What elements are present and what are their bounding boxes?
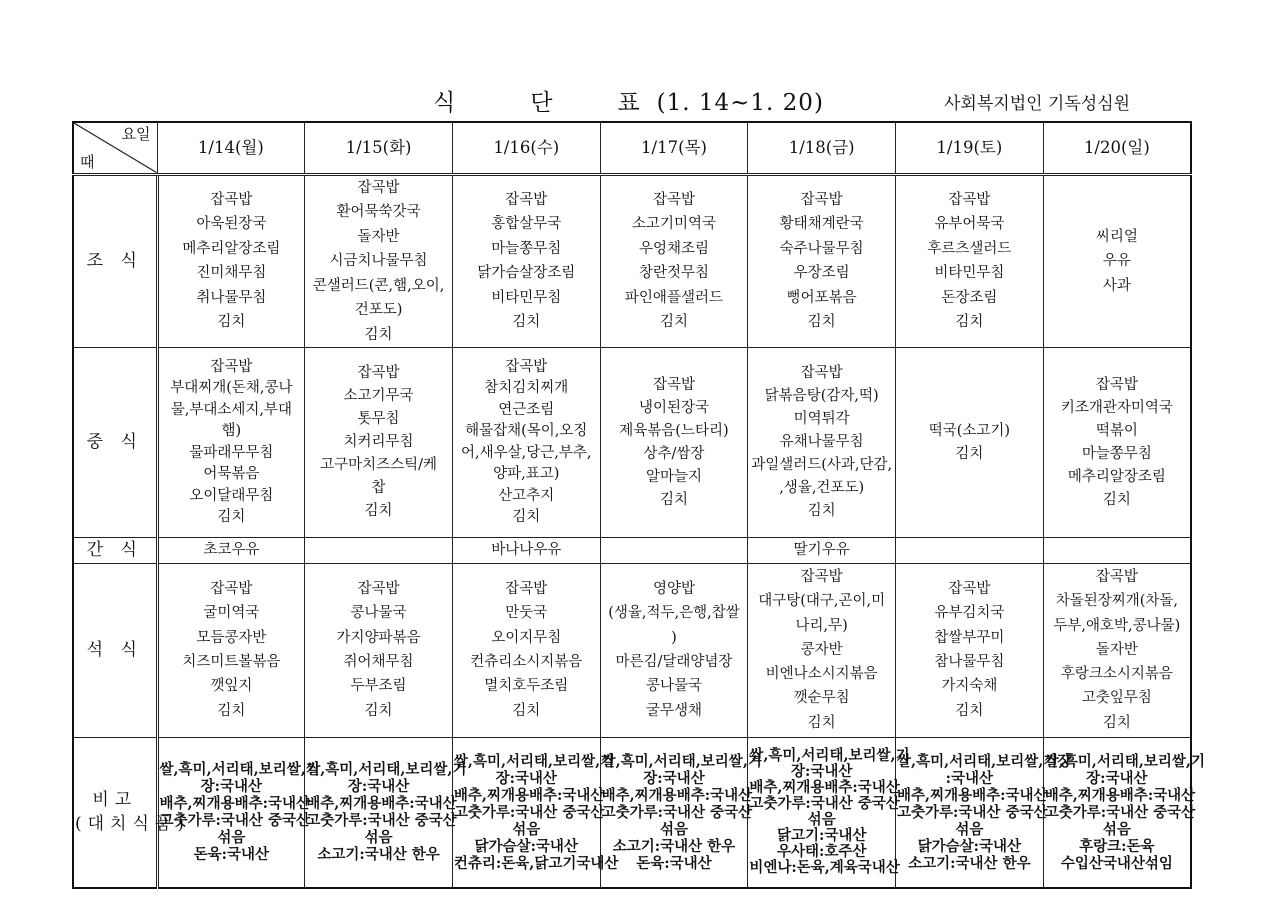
menu-item: 참나물무침 (934, 654, 1005, 670)
notes-cell (896, 737, 1072, 888)
menu-item: 가지숙채 (941, 678, 998, 695)
menu-item: 돈장조림 (941, 289, 998, 306)
menu-item: 컨츄리:돈육,닭고기국내산 (453, 854, 619, 872)
menu-item: 영양밥 (652, 581, 695, 598)
menu-item: 모듬콩자반 (196, 629, 267, 646)
menu-item: 후르츠샐러드 (927, 240, 1012, 257)
menu-item: 잡곡밥 (357, 581, 400, 598)
menu-item: 유채나물무침 (779, 434, 864, 450)
menu-item: 쌀,흑미,서리태,보리쌀,기 (159, 761, 320, 779)
menu-item: 찹쌀부꾸미 (934, 629, 1005, 646)
snack-cell (1043, 538, 1191, 564)
snack-cell (600, 538, 748, 564)
menu-item: 숙주나물무침 (779, 240, 864, 257)
menu-item: (생율,적두,은행,찹쌀 (608, 605, 740, 622)
menu-item: 아욱된장국 (196, 216, 267, 233)
menu-item: 소고기:국내산 한우 (612, 837, 736, 855)
notes-cell (157, 737, 320, 888)
snack-cell (896, 538, 1044, 564)
menu-item: 부대찌개(돈채,콩나 (170, 380, 293, 396)
notes-label-line1: 비고 (92, 789, 138, 810)
dinner-row (73, 563, 1191, 737)
menu-item: 나리,무) (795, 617, 848, 634)
weekly-menu-table (72, 121, 1205, 889)
menu-item: 콩자반 (800, 641, 843, 658)
menu-item: 해물잡채(목이,오징 (465, 423, 588, 439)
menu-item: 쌀,흑미,서리태,보리쌀,기 (453, 752, 615, 770)
menu-item: ) (671, 629, 677, 646)
snack-cell: 바나나우유 (452, 538, 600, 564)
menu-item: 김치 (659, 314, 688, 331)
breakfast-cell (305, 174, 453, 348)
day-header: 1/15(화) (305, 122, 453, 174)
menu-item: 만둣국 (505, 605, 548, 622)
menu-item: 고춧가루:국내산 중국산 (1044, 803, 1196, 821)
notes-label-line2: (대치식품) (75, 814, 190, 835)
menu-item: 제육볶음(느타리) (619, 422, 729, 439)
menu-item: 김치 (807, 503, 836, 519)
menu-item: 쌀,흑미,서리태,보리쌀,기 (306, 761, 467, 779)
menu-item: 잡곡밥 (1095, 568, 1138, 585)
menu-item: 김치 (955, 702, 984, 719)
menu-item: 진미채무침 (196, 265, 267, 282)
menu-item: 콩나물국 (645, 678, 702, 695)
menu-item: 가지양파볶음 (336, 629, 421, 646)
menu-item: 콩나물국 (350, 605, 407, 622)
menu-item: 장:국내산 (643, 769, 705, 787)
menu-item: 잡곡밥 (210, 191, 253, 208)
menu-item: 참치김치찌개 (484, 380, 569, 396)
lunch-row (73, 348, 1191, 538)
menu-item: 우유 (1102, 253, 1131, 269)
dinner-cell (1043, 563, 1191, 737)
menu-item: 유부어묵국 (934, 216, 1005, 233)
snack-label: 간 식 (73, 538, 157, 564)
menu-item: 마늘쫑무침 (491, 240, 562, 257)
menu-item: 홍합살무국 (491, 216, 562, 233)
title-char-2: 단 (530, 90, 554, 116)
menu-item: 장:국내산 (347, 778, 410, 796)
menu-item: 배추,찌개용배추:국내산 (897, 786, 1048, 804)
menu-item: 장:국내산 (790, 763, 853, 781)
menu-item: 물,부대소세지,부대 (170, 401, 292, 418)
menu-item: 배추,찌개용배추:국내산 (159, 795, 310, 813)
menu-item: 김치 (659, 491, 688, 508)
menu-item: 양파,표고) (493, 466, 560, 482)
menu-item: 장:국내산 (1086, 769, 1148, 787)
menu-item: 잡곡밥 (505, 358, 548, 375)
menu-item: 소고기:국내산 한우 (908, 854, 1031, 872)
menu-item: 잡곡밥 (948, 191, 991, 208)
menu-item: 고춧가루:국내산 중국산 (897, 803, 1048, 821)
menu-item: 김치 (364, 503, 393, 519)
menu-item: 마늘쫑무침 (1081, 445, 1152, 462)
header-row (73, 122, 1191, 174)
lunch-cell (600, 348, 748, 538)
menu-item: 사과 (1102, 277, 1131, 294)
menu-item: 두부,애호박,콩나물) (1053, 617, 1181, 634)
menu-item: 차돌된장찌개(차돌, (1055, 593, 1179, 610)
menu-item: 잡곡밥 (800, 568, 843, 585)
menu-item: 김치 (364, 702, 393, 719)
breakfast-cell (600, 174, 748, 348)
menu-item: 뻥어포볶음 (786, 289, 857, 306)
menu-item: 장:국내산 (495, 769, 557, 787)
breakfast-cell (1043, 174, 1191, 348)
menu-item: 떡국(소고기) (928, 422, 1011, 439)
menu-item: 비타민무침 (934, 265, 1005, 282)
notes-cell (305, 737, 467, 888)
menu-item: 우장조림 (793, 265, 850, 282)
menu-item: 배추,찌개용배추:국내산 (1044, 786, 1196, 804)
lunch-cell (896, 348, 1044, 538)
menu-item: 씨리얼 (1095, 228, 1138, 245)
lunch-cell (452, 348, 600, 538)
snack-cell (305, 538, 453, 564)
menu-item: 파인애플샐러드 (624, 289, 723, 306)
organization-name: 사회복지법인 기독성심원 (944, 94, 1131, 114)
menu-item: 닭고기:국내산 (776, 827, 867, 845)
breakfast-cell (748, 174, 896, 348)
menu-item: :국내산 (945, 769, 994, 787)
notes-label (73, 737, 190, 888)
menu-item: 치커리무침 (343, 434, 414, 450)
menu-item: 섞음 (364, 829, 393, 847)
menu-item: 비타민무침 (491, 289, 562, 306)
menu-item: 우사태:호주산 (776, 843, 867, 861)
notes-cell (600, 737, 762, 888)
menu-item: 찹 (371, 480, 386, 496)
menu-item: 고춧가루:국내산 중국산 (159, 812, 310, 830)
menu-item: 김치 (1102, 491, 1131, 508)
menu-item: 오이지무침 (491, 629, 562, 646)
menu-item: ,생율,건포도) (779, 480, 865, 496)
menu-item: 시금치나물무침 (329, 253, 428, 269)
menu-item: 김치 (512, 509, 541, 525)
menu-item: 잡곡밥 (948, 581, 991, 598)
day-header: 1/16(수) (452, 122, 600, 174)
dinner-label: 석 식 (73, 563, 157, 737)
menu-item: 건포도) (354, 302, 403, 318)
menu-item: 김치 (217, 702, 246, 719)
snack-cell: 초코우유 (157, 538, 305, 564)
menu-item: 쥐어채무침 (343, 654, 414, 670)
menu-item: 김치 (512, 702, 541, 719)
menu-item: 고춧가루:국내산 중국산 (453, 803, 605, 821)
dinner-cell (896, 563, 1044, 737)
menu-item: 멸치호두조림 (484, 678, 569, 695)
menu-item: 돈육:국내산 (636, 854, 712, 872)
menu-item: 소고기:국내산 한우 (317, 846, 440, 864)
dinner-cell (452, 563, 600, 737)
menu-item: 미역튀각 (793, 411, 850, 427)
menu-item: 김치 (807, 714, 836, 731)
day-header: 1/17(목) (600, 122, 748, 174)
menu-item: 섞음 (955, 820, 984, 838)
dinner-cell (305, 563, 453, 737)
menu-item: 햄) (221, 423, 242, 439)
dinner-cell (600, 563, 748, 737)
menu-item: 돌자반 (1095, 641, 1138, 658)
menu-item: 황태채계란국 (779, 216, 864, 233)
menu-item: 닭볶음탕(감자,떡) (764, 388, 879, 404)
breakfast-label: 조 식 (73, 174, 157, 348)
day-header: 1/14(월) (157, 122, 305, 174)
menu-item: 환어묵쑥갓국 (336, 204, 421, 220)
lunch-cell (748, 348, 896, 538)
menu-item: 잡곡밥 (505, 191, 548, 208)
menu-item: 유부김치국 (934, 605, 1005, 622)
lunch-cell (157, 348, 305, 538)
menu-item: 돈육:국내산 (193, 846, 270, 864)
notes-cell (452, 737, 619, 888)
menu-item: 취나물무침 (196, 289, 267, 306)
notes-cell (1043, 737, 1205, 888)
menu-item: 대구탕(대구,곤이,미 (758, 593, 886, 610)
day-header: 1/18(금) (748, 122, 896, 174)
menu-item: 쌀,흑미,서리태,보리쌀,기 (1044, 752, 1205, 770)
menu-item: 잡곡밥 (357, 365, 400, 381)
menu-item: 상추/쌈장 (643, 445, 705, 462)
menu-item: 닭가슴살장조림 (477, 265, 576, 282)
menu-item: 잡곡밥 (800, 365, 843, 381)
menu-item: 김치 (217, 509, 246, 525)
dinner-cell (748, 563, 896, 737)
menu-item: 장:국내산 (200, 778, 263, 796)
menu-item: 후랑크:돈육 (1079, 837, 1155, 855)
lunch-label: 중 식 (73, 348, 157, 538)
menu-item: 잡곡밥 (1095, 376, 1138, 393)
menu-item: 김치 (955, 445, 984, 462)
title-char-3: 표 (617, 90, 641, 116)
menu-item: 깻잎지 (210, 678, 253, 695)
menu-item: 고춧가루:국내산 중국산 (601, 803, 753, 821)
menu-item: 톳무침 (357, 411, 400, 427)
menu-item: 잡곡밥 (800, 191, 843, 208)
menu-item: 김치 (807, 314, 836, 331)
menu-item: 우엉채조림 (638, 240, 709, 257)
menu-item: 쌀,흑미,서리태,보리쌀,기 (601, 752, 762, 770)
menu-item: 후랑크소시지볶음 (1060, 666, 1173, 683)
menu-item: 김치 (364, 326, 393, 343)
lunch-cell (1043, 348, 1191, 538)
menu-item: 알마늘지 (645, 468, 702, 485)
corner-cell (73, 122, 157, 174)
menu-item: 과일샐러드(사과,단감, (751, 457, 893, 473)
menu-item: 고구마치즈스틱/케 (320, 457, 438, 473)
menu-item: 잡곡밥 (357, 179, 400, 196)
menu-item: 연근조림 (498, 401, 555, 418)
menu-item: 메추리알장조림 (1067, 468, 1166, 485)
menu-item: 마른김/달래양념장 (615, 654, 733, 670)
menu-item: 깻순무침 (793, 690, 850, 707)
menu-item: 콘샐러드(콘,햄,오이, (312, 277, 445, 294)
notes-cell (748, 737, 910, 888)
menu-item: 섞음 (217, 829, 246, 847)
menu-item: 쌀,흑미,서리태,보리쌀,기 (749, 747, 910, 765)
corner-day-label: 요일 (121, 125, 151, 143)
menu-item: 비엔나소시지볶음 (765, 666, 878, 683)
menu-item: 굴무생채 (645, 702, 702, 719)
menu-title (433, 84, 824, 117)
breakfast-cell (452, 174, 600, 348)
menu-item: 비엔나:돈육,계육국내산 (749, 859, 900, 877)
menu-item: 배추,찌개용배추:국내산 (453, 786, 605, 804)
menu-item: 잡곡밥 (652, 191, 695, 208)
menu-item: 치즈미트볼볶음 (182, 654, 281, 670)
menu-item: 물파래무무침 (189, 444, 274, 461)
menu-item: 산고추지 (498, 487, 555, 504)
title-char-1: 식 (433, 90, 457, 116)
menu-item: 고춧잎무침 (1081, 690, 1152, 707)
snack-cell: 딸기우유 (748, 538, 896, 564)
menu-item: 잡곡밥 (505, 581, 548, 598)
menu-item: 배추,찌개용배추:국내산 (601, 786, 753, 804)
notes-row (73, 737, 1191, 888)
menu-item: 섞음 (659, 820, 688, 838)
menu-item: 잡곡밥 (652, 376, 695, 393)
title-dates: (1. 14~1. 20) (656, 90, 824, 116)
menu-item: 컨츄리소시지볶음 (470, 654, 583, 670)
menu-item: 닭가슴살:국내산 (474, 837, 578, 855)
breakfast-row (73, 174, 1191, 348)
menu-item: 떡볶이 (1095, 422, 1138, 439)
menu-item: 고춧가루:국내산 중국산 (749, 795, 900, 813)
breakfast-cell (896, 174, 1044, 348)
menu-item: 키조개관자미역국 (1060, 399, 1173, 416)
menu-item: 섞음 (1102, 820, 1131, 838)
menu-item: 어,새우살,당근,부추, (461, 444, 592, 461)
menu-item: 김치 (1102, 714, 1131, 731)
menu-item: 닭가슴살:국내산 (917, 837, 1022, 855)
menu-item: 수입산국내산섞임 (1060, 854, 1173, 872)
menu-item: 어묵볶음 (203, 466, 260, 482)
day-header: 1/20(일) (1043, 122, 1191, 174)
menu-item: 잡곡밥 (210, 358, 253, 375)
menu-item: 섞음 (512, 820, 541, 838)
dinner-cell (157, 563, 305, 737)
menu-item: 창란젓무침 (638, 265, 709, 282)
lunch-cell (305, 348, 453, 538)
corner-meal-label: 때 (80, 152, 95, 171)
menu-item: 오이달래무침 (189, 487, 274, 504)
menu-item: 잡곡밥 (210, 581, 253, 598)
day-header: 1/19(토) (896, 122, 1044, 174)
menu-item: 김치 (955, 314, 984, 331)
snack-row (73, 538, 1191, 564)
menu-item: 소고기미역국 (631, 216, 716, 233)
breakfast-cell (157, 174, 305, 348)
menu-item: 돌자반 (357, 228, 400, 245)
menu-item: 고춧가루:국내산 중국산 (306, 812, 457, 830)
menu-item: 김치 (217, 314, 246, 331)
menu-item: 두부조림 (350, 678, 407, 695)
menu-item: 굴미역국 (203, 605, 260, 622)
menu-item: 소고기무국 (343, 388, 414, 404)
menu-item: 냉이된장국 (638, 399, 709, 416)
menu-item: 김치 (512, 314, 541, 331)
menu-item: 쌀,흑미,서리태,보리쌀,기장 (897, 752, 1072, 770)
menu-item: 섞음 (807, 811, 836, 829)
menu-item: 메추리알장조림 (182, 240, 281, 257)
menu-item: 배추,찌개용배추:국내산 (749, 779, 900, 797)
menu-item: 배추,찌개용배추:국내산 (306, 795, 457, 813)
